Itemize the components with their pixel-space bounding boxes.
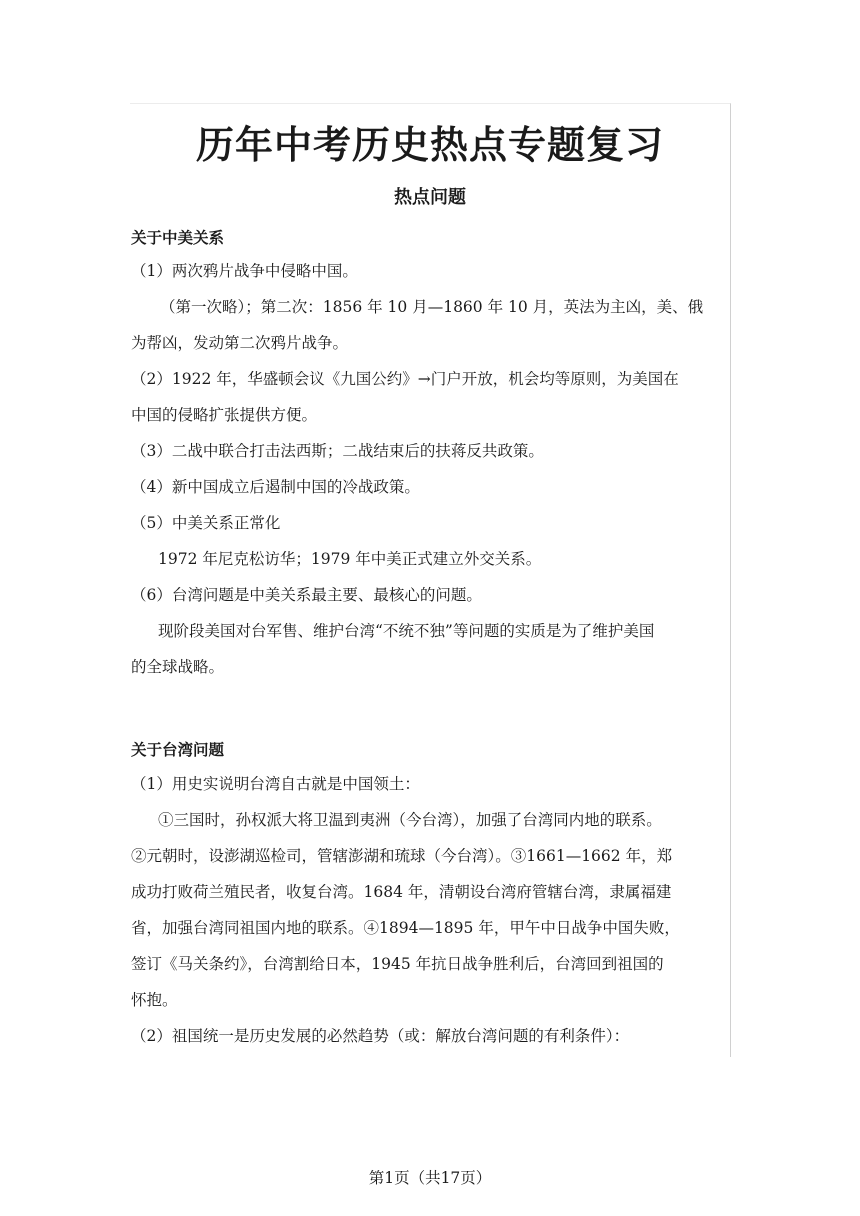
paragraph-line: ②元朝时，设澎湖巡检司，管辖澎湖和琉球（今台湾）。③1661—1662 年，郑 xyxy=(131,847,673,865)
paragraph-line: 为帮凶，发动第二次鸦片战争。 xyxy=(131,334,349,352)
document-title: 历年中考历史热点专题复习 xyxy=(195,123,664,167)
document-subtitle: 热点问题 xyxy=(394,187,466,208)
paragraph-line: 的全球战略。 xyxy=(131,658,225,676)
section-heading-taiwan: 关于台湾问题 xyxy=(131,741,225,759)
paragraph-line: （2）祖国统一是历史发展的必然趋势（或：解放台湾问题的有利条件）： xyxy=(131,1027,630,1045)
paragraph-line: 现阶段美国对台军售、维护台湾“不统不独”等问题的实质是为了维护美国 xyxy=(158,622,655,640)
paragraph-line: （1）两次鸦片战争中侵略中国。 xyxy=(131,262,358,280)
paragraph-line: （6）台湾问题是中美关系最主要、最核心的问题。 xyxy=(131,586,482,604)
paragraph-line: 怀抱。 xyxy=(131,991,178,1009)
page-footer: 第1页（共17页） xyxy=(368,1169,492,1187)
paragraph-line: （3）二战中联合打击法西斯；二战结束后的扶蒋反共政策。 xyxy=(131,442,544,460)
paragraph-line: 成功打败荷兰殖民者，收复台湾。1684 年，清朝设台湾府管辖台湾，隶属福建 xyxy=(131,883,672,901)
paragraph-line: （第一次略）；第二次：1856 年 10 月—1860 年 10 月，英法为主凶，美、俄 xyxy=(160,298,704,316)
paragraph-line: （2）1922 年，华盛顿会议《九国公约》→门户开放，机会均等原则，为美国在 xyxy=(131,370,679,388)
section-heading-us-china: 关于中美关系 xyxy=(131,229,225,247)
paragraph-line: 签订《马关条约》，台湾割给日本，1945 年抗日战争胜利后，台湾回到祖国的 xyxy=(131,955,664,973)
paragraph-line: 1972 年尼克松访华；1979 年中美正式建立外交关系。 xyxy=(158,550,542,568)
paragraph-line: 中国的侵略扩张提供方便。 xyxy=(131,406,318,424)
paragraph-line: （1）用史实说明台湾自古就是中国领土： xyxy=(131,775,420,793)
paragraph-line: （4）新中国成立后遏制中国的冷战政策。 xyxy=(131,478,420,496)
paragraph-line: （5）中美关系正常化 xyxy=(131,514,281,532)
paragraph-line: 省，加强台湾同祖国内地的联系。④1894—1895 年，甲午中日战争中国失败， xyxy=(131,919,680,937)
paragraph-line: ①三国时，孙权派大将卫温到夷洲（今台湾），加强了台湾同内地的联系。 xyxy=(158,811,662,829)
